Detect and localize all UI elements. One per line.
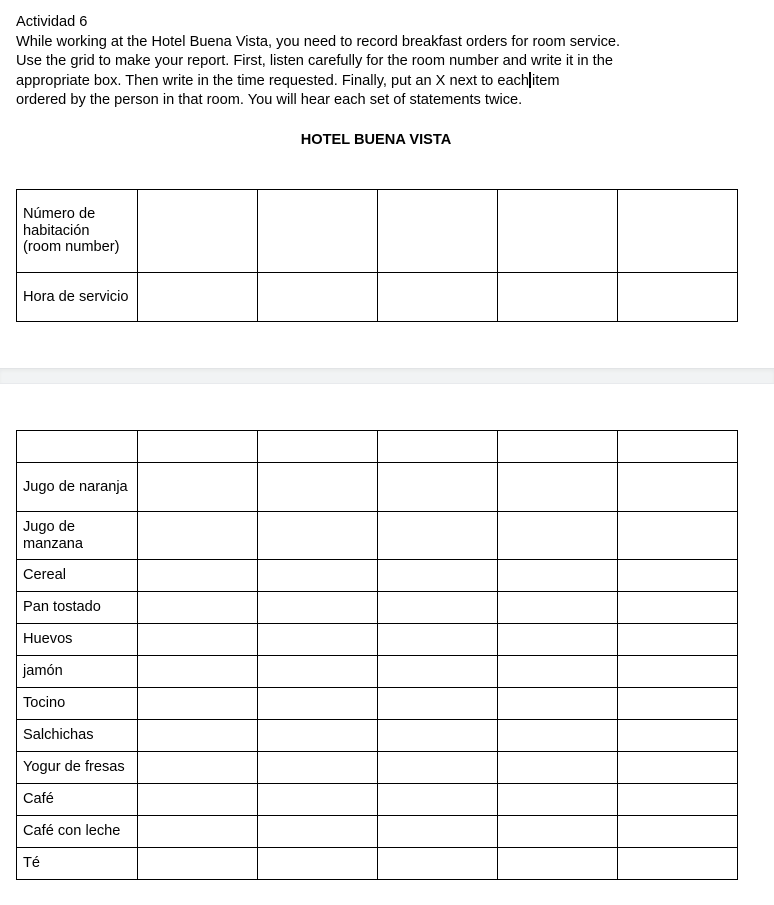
order-cell[interactable] [258, 656, 378, 688]
order-cell[interactable] [138, 512, 258, 560]
order-cell[interactable] [258, 784, 378, 816]
item-label: Huevos [17, 624, 138, 656]
order-cell[interactable] [258, 512, 378, 560]
item-label: Café con leche [17, 816, 138, 848]
header-cell[interactable] [498, 431, 618, 463]
instructions-line-3-end: item [531, 72, 560, 89]
item-row-eggs [17, 624, 738, 656]
order-cell[interactable] [138, 688, 258, 720]
room-number-cell-4[interactable] [498, 190, 618, 273]
header-cell[interactable] [138, 431, 258, 463]
order-cell[interactable] [258, 816, 378, 848]
order-cell[interactable] [138, 752, 258, 784]
item-row-toast [17, 592, 738, 624]
item-row-orange-juice [17, 463, 738, 512]
order-cell[interactable] [378, 592, 498, 624]
order-cell[interactable] [618, 720, 738, 752]
order-cell[interactable] [498, 816, 618, 848]
order-cell[interactable] [498, 624, 618, 656]
order-cell[interactable] [618, 560, 738, 592]
text-cursor [529, 72, 531, 88]
header-cell[interactable] [618, 431, 738, 463]
order-cell[interactable] [498, 688, 618, 720]
item-row-cereal [17, 560, 738, 592]
page-break [0, 368, 774, 384]
order-cell[interactable] [138, 624, 258, 656]
item-label: Cereal [17, 560, 138, 592]
room-number-cell-1[interactable] [138, 190, 258, 273]
order-cell[interactable] [138, 848, 258, 880]
order-cell[interactable] [498, 512, 618, 560]
order-cell[interactable] [258, 592, 378, 624]
instructions-line-3-start: appropriate box. Then write in the time requested. Finally, put an X next to each [16, 72, 529, 89]
item-label: Tocino [17, 688, 138, 720]
item-row-bacon [17, 688, 738, 720]
order-cell[interactable] [258, 560, 378, 592]
order-cell[interactable] [258, 752, 378, 784]
item-row-apple-juice [17, 512, 738, 560]
service-time-cell-5[interactable] [618, 273, 738, 322]
order-cell[interactable] [378, 784, 498, 816]
order-cell[interactable] [618, 624, 738, 656]
order-cell[interactable] [378, 463, 498, 512]
order-cell[interactable] [378, 848, 498, 880]
item-row-strawberry-yogurt [17, 752, 738, 784]
item-row-tea [17, 848, 738, 880]
row-label: Hora de servicio [17, 273, 138, 322]
room-number-cell-2[interactable] [258, 190, 378, 273]
order-cell[interactable] [258, 688, 378, 720]
order-cell[interactable] [138, 656, 258, 688]
order-cell[interactable] [618, 592, 738, 624]
instructions-line-2: Use the grid to make your report. First, listen carefully for the room number and write it in the [16, 53, 613, 70]
order-cell[interactable] [618, 784, 738, 816]
item-label: Salchichas [17, 720, 138, 752]
order-cell[interactable] [258, 463, 378, 512]
item-label: Jugo de naranja [17, 463, 138, 512]
order-cell[interactable] [378, 720, 498, 752]
order-cell[interactable] [498, 784, 618, 816]
service-time-cell-1[interactable] [138, 273, 258, 322]
order-cell[interactable] [138, 720, 258, 752]
order-cell[interactable] [378, 512, 498, 560]
item-row-sausages [17, 720, 738, 752]
room-service-grid [16, 189, 738, 322]
instructions-line-3 [16, 72, 636, 92]
item-label: jamón [17, 656, 138, 688]
instructions-block[interactable] [16, 13, 636, 111]
order-cell[interactable] [498, 720, 618, 752]
item-label: Jugo de manzana [17, 512, 138, 560]
room-number-cell-3[interactable] [378, 190, 498, 273]
order-cell[interactable] [378, 752, 498, 784]
header-label-cell[interactable] [17, 431, 138, 463]
order-cell[interactable] [618, 463, 738, 512]
item-label: Pan tostado [17, 592, 138, 624]
item-label: Yogur de fresas [17, 752, 138, 784]
room-number-cell-5[interactable] [618, 190, 738, 273]
instructions-line-4: ordered by the person in that room. You will hear each set of statements twice. [16, 92, 523, 109]
row-label: Número de habitación (room number) [17, 190, 138, 273]
order-cell[interactable] [618, 752, 738, 784]
room-number-row [17, 190, 738, 273]
order-cell[interactable] [138, 560, 258, 592]
order-cell[interactable] [498, 848, 618, 880]
item-label: Café [17, 784, 138, 816]
service-time-cell-2[interactable] [258, 273, 378, 322]
order-cell[interactable] [618, 816, 738, 848]
item-row-coffee-with-milk [17, 816, 738, 848]
order-cell[interactable] [498, 656, 618, 688]
service-time-cell-4[interactable] [498, 273, 618, 322]
item-row-coffee [17, 784, 738, 816]
order-cell[interactable] [498, 592, 618, 624]
order-cell[interactable] [138, 592, 258, 624]
order-cell[interactable] [378, 688, 498, 720]
order-cell[interactable] [618, 688, 738, 720]
item-label: Té [17, 848, 138, 880]
order-cell[interactable] [258, 848, 378, 880]
order-cell[interactable] [258, 720, 378, 752]
instructions-line-1: While working at the Hotel Buena Vista, you need to record breakfast orders for room service. [16, 33, 621, 50]
order-cell[interactable] [378, 816, 498, 848]
order-cell[interactable] [498, 560, 618, 592]
order-cell[interactable] [378, 624, 498, 656]
order-cell[interactable] [258, 624, 378, 656]
order-cell[interactable] [138, 463, 258, 512]
header-cell[interactable] [378, 431, 498, 463]
order-cell[interactable] [498, 752, 618, 784]
order-cell[interactable] [138, 784, 258, 816]
breakfast-items-grid [16, 430, 738, 880]
service-time-row [17, 273, 738, 322]
document-title: HOTEL BUENA VISTA [300, 132, 452, 148]
order-cell[interactable] [378, 656, 498, 688]
header-cell[interactable] [258, 431, 378, 463]
order-cell[interactable] [618, 512, 738, 560]
item-row-ham [17, 656, 738, 688]
order-cell[interactable] [498, 463, 618, 512]
activity-title: Actividad 6 [16, 14, 88, 30]
order-cell[interactable] [378, 560, 498, 592]
order-cell[interactable] [618, 848, 738, 880]
header-row [17, 431, 738, 463]
order-cell[interactable] [618, 656, 738, 688]
order-cell[interactable] [138, 816, 258, 848]
service-time-cell-3[interactable] [378, 273, 498, 322]
